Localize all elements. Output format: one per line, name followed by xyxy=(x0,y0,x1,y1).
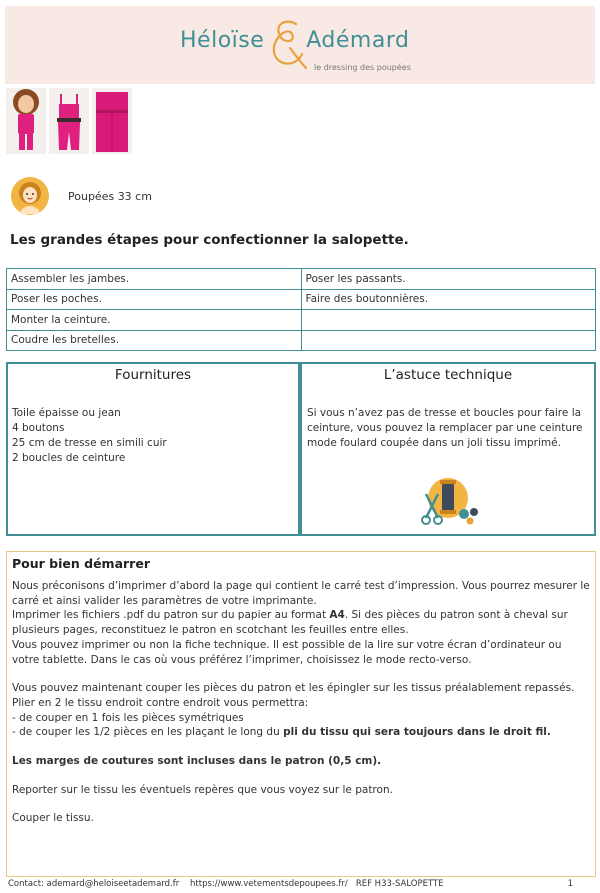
thumbnail-overall-back[interactable] xyxy=(92,88,132,154)
astuce-title: L’astuce technique xyxy=(383,367,513,383)
product-thumbnails xyxy=(6,88,132,154)
brand-name-right: Adémard xyxy=(306,28,410,53)
start-title: Pour bien démarrer xyxy=(12,556,150,571)
start-paragraph xyxy=(12,608,590,637)
start-paragraph xyxy=(12,725,590,740)
footer-contact-link[interactable]: Contact: ademard@heloiseetademard.fr xyxy=(8,879,180,889)
steps-table xyxy=(6,268,596,351)
step-cell: Assembler les jambes. xyxy=(7,269,302,290)
footer-ref: REF H33-SALOPETTE xyxy=(355,879,444,889)
doll-avatar-icon xyxy=(10,176,50,216)
brand-name-left: Héloïse xyxy=(180,28,265,53)
step-cell: Poser les passants. xyxy=(301,269,596,290)
text-span: Imprimer les fichiers .pdf du patron sur du papier au format xyxy=(12,609,330,622)
page-number: 1 xyxy=(567,879,573,889)
thumbnail-doll[interactable] xyxy=(6,88,46,154)
start-paragraph: Vous pouvez imprimer ou non la fiche technique. Il est possible de la lire sur votre écran d’ordinateur ou votre tablette. Dans le cas où vous préférez l’imprimer, choisissez le mode recto-verso. xyxy=(12,638,562,666)
start-paragraph xyxy=(12,754,590,769)
pour-bien-demarrer-box xyxy=(6,551,596,877)
start-paragraph: Vous pouvez maintenant couper les pièces du patron et les épingler sur les tissus préalablement repassés. xyxy=(12,682,575,695)
fournitures-title: Fournitures xyxy=(114,367,192,383)
step-cell xyxy=(301,310,596,331)
start-paragraph: Plier en 2 le tissu endroit contre endroit vous permettra: xyxy=(12,696,309,709)
brand-logo[interactable] xyxy=(180,16,430,76)
list-item: 25 cm de tresse en simili cuir xyxy=(12,437,167,449)
text-span: - de couper les 1/2 pièces en les plaçant le long du xyxy=(12,726,284,739)
brand-tagline: le dressing des poupées xyxy=(314,63,411,72)
step-cell xyxy=(301,330,596,351)
footer-url-link[interactable]: https://www.vetementsdepoupees.fr/ xyxy=(190,879,348,889)
start-paragraph: Couper le tissu. xyxy=(12,812,94,825)
list-item: 4 boutons xyxy=(12,422,65,434)
doll-size-row xyxy=(10,176,152,216)
table-row xyxy=(7,310,596,331)
list-item: 2 boucles de ceinture xyxy=(12,452,126,464)
fournitures-box xyxy=(6,362,300,536)
section-title: Les grandes étapes pour confectionner la salopette. xyxy=(10,232,409,248)
table-row xyxy=(7,330,596,351)
fournitures-list xyxy=(12,406,167,466)
start-paragraph: - de couper en 1 fois les pièces symétriques xyxy=(12,711,244,724)
ampersand-icon xyxy=(266,18,310,74)
table-row xyxy=(7,289,596,310)
table-row xyxy=(7,269,596,290)
format-a4: A4 xyxy=(329,609,345,622)
sewing-kit-icon xyxy=(420,474,480,526)
text-span: . Si des pièces du patron sont à cheval sur plusieurs pages, reconstituez le patron en scotchant les feuilles entre elles. xyxy=(12,609,568,637)
step-cell: Coudre les bretelles. xyxy=(7,330,302,351)
start-paragraph: Nous préconisons d’imprimer d’abord la page qui contient le carré test d’impression. Vous pourrez mesurer le carré et ainsi valider les paramètres de votre imprimante. xyxy=(12,580,590,607)
start-paragraph: Reporter sur le tissu les éventuels repères que vous voyez sur le patron. xyxy=(12,783,393,796)
step-cell: Faire des boutonnières. xyxy=(301,289,596,310)
page-header xyxy=(5,6,595,84)
astuce-text: Si vous n’avez pas de tresse et boucles pour faire la ceinture, vous pouvez la remplacer par une ceinture mode foulard coupée dans un joli tissu imprimé. xyxy=(307,407,583,449)
text-bold: Les marges de coutures sont incluses dans le patron (0,5 cm). xyxy=(12,755,382,768)
text-bold: pli du tissu qui sera toujours dans le droit fil. xyxy=(283,726,551,739)
step-cell: Monter la ceinture. xyxy=(7,310,302,331)
doll-size-label: Poupées 33 cm xyxy=(68,189,152,203)
page-footer xyxy=(8,879,593,889)
astuce-box xyxy=(300,362,596,536)
step-cell: Poser les poches. xyxy=(7,289,302,310)
thumbnail-overall-front[interactable] xyxy=(49,88,89,154)
list-item: Toile épaisse ou jean xyxy=(12,407,121,419)
